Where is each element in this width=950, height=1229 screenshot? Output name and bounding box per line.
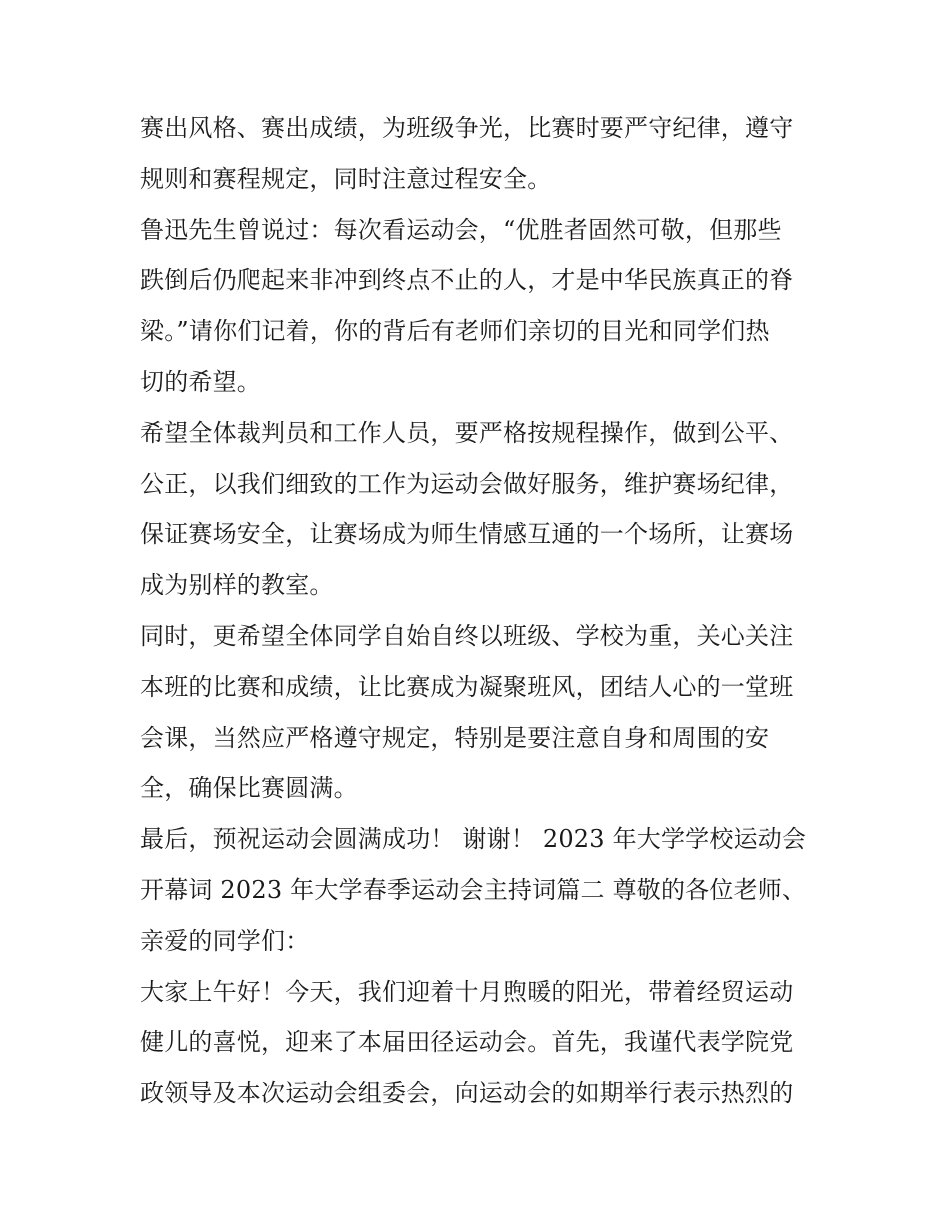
text-line: 规则和赛程规定，同时注意过程安全。: [140, 164, 552, 193]
text-line: 希望全体裁判员和工作人员，要严格按规程操作，做到公平、: [140, 418, 794, 447]
text-line: 健儿的喜悦，迎来了本届田径运动会。首先，我谨代表学院党: [140, 1028, 794, 1057]
text-line: 跌倒后仍爬起来非冲到终点不止的人，才是中华民族真正的脊: [140, 266, 794, 295]
text-line: 大家上午好！今天，我们迎着十月煦暖的阳光，带着经贸运动: [140, 977, 794, 1006]
text-line: 全，确保比赛圆满。: [140, 774, 358, 803]
text-line: 公正，以我们细致的工作为运动会做好服务，维护赛场纪律，: [140, 469, 794, 498]
text-line: 政领导及本次运动会组委会，向运动会的如期举行表示热烈的: [140, 1079, 794, 1108]
text-line: 成为别样的教室。: [140, 571, 334, 600]
text-line: 切的希望。: [140, 367, 261, 396]
text-line: 梁。”请你们记着，你的背后有老师们亲切的目光和同学们热: [140, 317, 770, 346]
document-page: [140, 103, 812, 1119]
text-line: 本班的比赛和成绩，让比赛成为凝聚班风，团结人心的一堂班: [140, 672, 794, 701]
text-line: 会课，当然应严格遵守规定，特别是要注意自身和周围的安: [140, 723, 770, 752]
text-line: 最后，预祝运动会圆满成功！ 谢谢！ 2023 年大学学校运动会: [140, 825, 807, 854]
text-line: 赛出风格、赛出成绩，为班级争光，比赛时要严守纪律，遵守: [140, 114, 794, 142]
text-line: 保证赛场安全，让赛场成为师生情感互通的一个场所，让赛场: [140, 520, 794, 549]
text-line: 同时，更希望全体同学自始自终以班级、学校为重，关心关注: [140, 621, 794, 650]
text-line: 亲爱的同学们：: [140, 926, 310, 955]
text-line: 鲁迅先生曾说过：每次看运动会，“优胜者固然可敬，但那些: [140, 215, 782, 244]
text-line: 开幕词 2023 年大学春季运动会主持词篇二 尊敬的各位老师、: [140, 875, 807, 904]
